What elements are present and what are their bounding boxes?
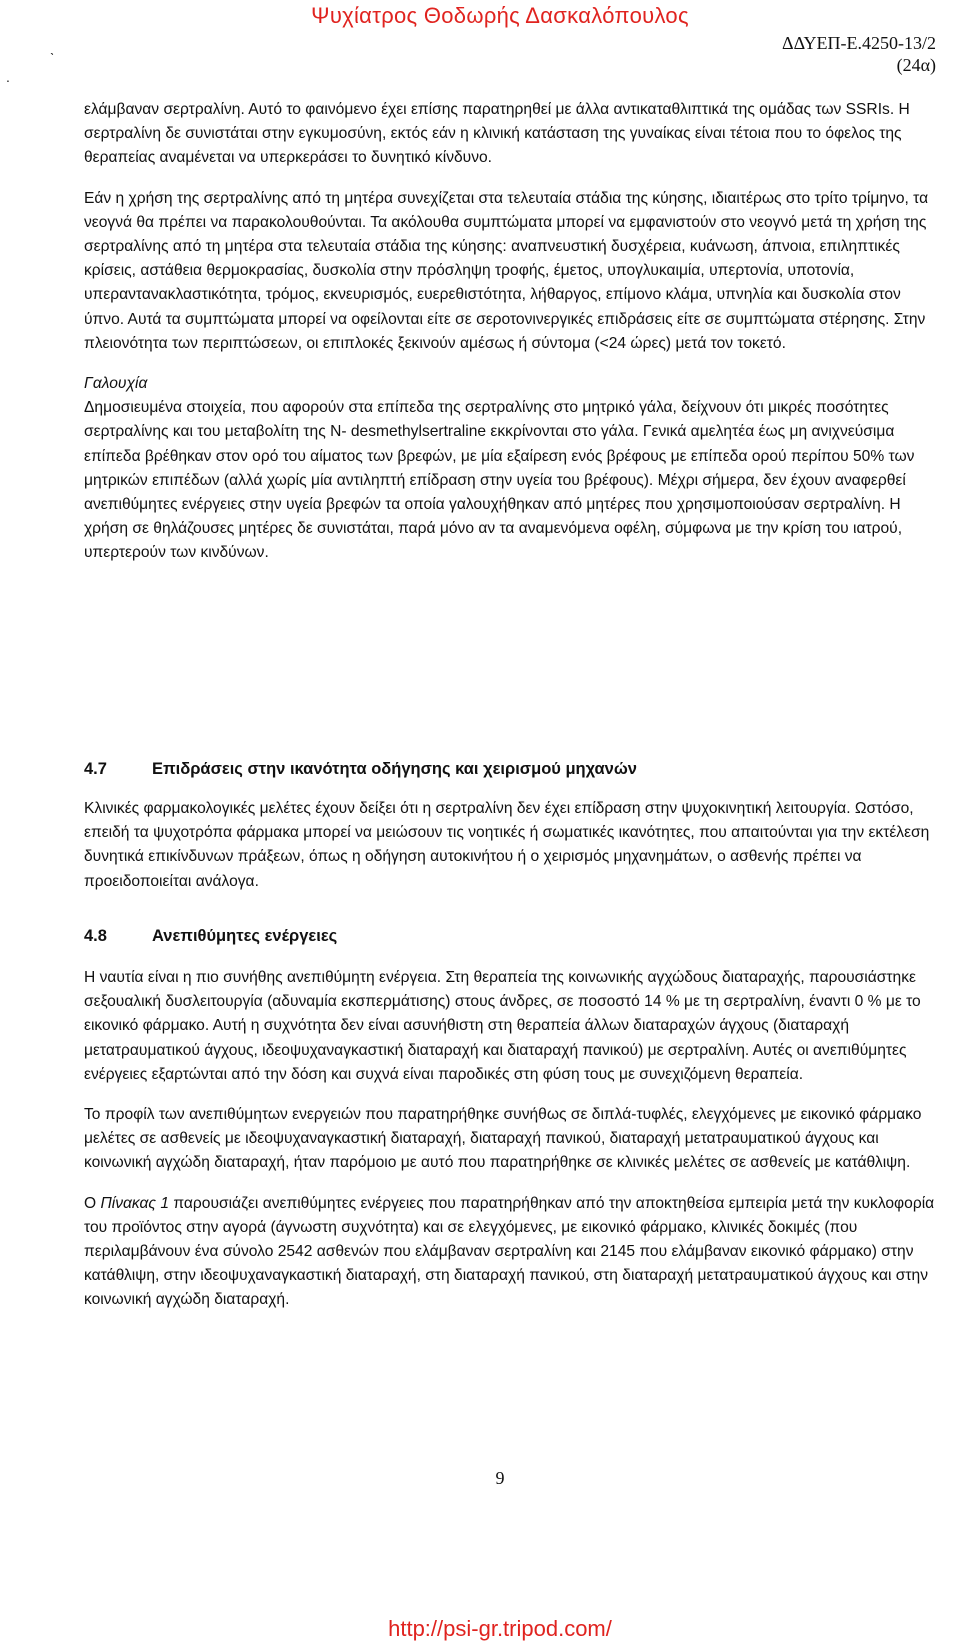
scan-dot-mark: . (6, 69, 10, 85)
paragraph-pregnancy-ssri: ελάμβαναν σερτραλίνη. Αυτό το φαινόμενο έχει επίσης παρατηρηθεί με άλλα αντικαταθλιπτικά της ομάδας των SSRIs. Η σερτραλίνη δε συνιστάται στην εγκυμοσύνη, εκτός εάν η κλινική κατάσταση της γυναίκας είναι τέτοια που το όφελος της θεραπείας αναμένεται να υπερκεράσει το δυνητικό κίνδυνο. (84, 101, 910, 167)
paragraph-profile: Το προφίλ των ανεπιθύμητων ενεργειών που παρατηρήθηκε συνήθως σε διπλά-τυφλές, ελεγχόμενες με εικονικό φάρμακο μελέτες σε ασθενείς με ιδεοψυχαναγκαστική διαταραχή, διαταραχή πανικού, διαταραχή μετατραυματικού άγχους και κοινωνική αγχώδη διαταραχή, ήταν παρόμοιο με αυτό που παρατηρήθηκε σε κλινικές μελέτες σε ασθενείς με κατάθλιψη. (84, 1106, 922, 1172)
lactation-subheading: Γαλουχία (84, 375, 148, 393)
section-4-7-text-block (84, 797, 944, 894)
document-code (782, 32, 936, 76)
paragraph-lactation: Δημοσιευμένα στοιχεία, που αφορούν στα επίπεδα της σερτραλίνης στο μητρικό γάλα, δείχνουν ότι μικρές ποσότητες σερτραλίνης και του μεταβολίτη της N- desmethylsertraline εκκρίνονται στο γάλα. Γενικά αμελητέα έως μη ανιχνεύσιμα επίπεδα βρέθηκαν στον ορό του αίματος των βρεφών, με μία εξαίρεση ενός βρέφους με επίπεδα ορού περίπου 50% των μητρικών επιπέδων (αλλά χωρίς μία αντιληπτή επίδραση στην υγεία του βρέφους). Μέχρι σήμερα, δεν έχουν αναφερθεί ανεπιθύμητες ενέργειες στην υγεία βρεφών τα οποία γαλουχήθηκαν από μητέρες που χρησιμοποιούσαν σερτραλίνη. Η χρήση σε θηλάζουσες μητέρες δε συνιστάται, παρά μόνο αν τα αναμενόμενα οφέλη, σύμφωνα με την κρίση του ιατρού, υπερτερούν των κινδύνων. (84, 399, 915, 562)
paragraph-driving: Κλινικές φαρμακολογικές μελέτες έχουν δείξει ότι η σερτραλίνη δεν έχει επίδραση στην ψυχοκινητική λειτουργία. Ωστόσο, επειδή τα ψυχοτρόπα φάρμακα μπορεί να μειώσουν τις νοητικές ή σωματικές ικανότητες, που απαιτούνται για την εκτέλεση δυνητικά επικίνδυνων πράξεων, όπως η οδήγηση αυτοκινήτου ή ο χειρισμός μηχανημάτων, ο ασθενής πρέπει να προειδοποιείται ανάλογα. (84, 800, 930, 890)
table-1-reference: Πίνακας 1 (100, 1194, 170, 1212)
document-code-main: ΔΔΥΕΠ-Ε.4250-13/2 (782, 33, 936, 53)
section-title: Ανεπιθύμητες ενέργειες (152, 927, 338, 945)
paragraph-neonatal-symptoms: Εάν η χρήση της σερτραλίνης από τη μητέρα συνεχίζεται στα τελευταία στάδια της κύησης, ιδιαιτέρως στο τρίτο τρίμηνο, τα νεογνά θα πρέπει να παρακολουθούνται. Τα ακόλουθα συμπτώματα μπορεί να εμφανιστούν στο νεογνό μετά τη χρήση της σερτραλίνης από τη μητέρα στα τελευταία στάδια της κύησης: αναπνευστική δυσχέρεια, κυάνωση, άπνοια, επιληπτικές κρίσεις, αστάθεια θερμοκρασίας, δυσκολία στην πρόσληψη τροφής, έμετος, υπογλυκαιμία, υπερτονία, υποτονία, υπεραντανακλαστικότητα, τρόμος, εκνευρισμός, ευερεθιστότητα, λήθαργος, επίμονο κλάμα, υπνηλία και δυσκολία στον ύπνο. Αυτά τα συμπτώματα μπορεί να οφείλονται είτε σε σεροτονινεργικές επιδράσεις είτε σε συμπτώματα στέρησης. Στην πλειονότητα των περιπτώσεων, οι επιπλοκές ξεκινούν αμέσως ή σύντομα (<24 ώρες) μετά τον τοκετό. (84, 189, 929, 352)
text-prefix: Ο (84, 1194, 101, 1212)
text-rest: παρουσιάζει ανεπιθύμητες ενέργειες που παρατηρήθηκαν από την αποκτηθείσα εμπειρία μετά την κυκλοφορία του προϊόντος στην αγορά (άγνωστη συχνότητα) και σε ελεγχόμενες, με εικονικό φάρμακο, κλινικές δοκιμές (που περιλαμβάνουν ένα σύνολο 2542 ασθενών που ελάμβαναν σερτραλίνη και 2145 που ελάμβαναν εικονικό φάρμακο) στην κατάθλιψη, στην ιδεοψυχαναγκαστική διαταραχή, στη διαταραχή πανικού, στη διαταραχή μετατραυματικού άγχους και στην κοινωνική αγχώδη διαταραχή. (84, 1194, 935, 1309)
footer-url: http://psi-gr.tripod.com/ (388, 1616, 612, 1641)
section-heading-4-8 (84, 927, 337, 946)
scan-tick-mark: ˎ (50, 39, 55, 55)
section-number: 4.8 (84, 927, 107, 945)
pregnancy-text-block (84, 98, 944, 566)
section-number: 4.7 (84, 760, 107, 778)
paragraph-table-1-intro (84, 1192, 944, 1313)
page-number: 9 (495, 1468, 505, 1488)
document-code-sub: (24α) (896, 55, 936, 75)
section-title: Επιδράσεις στην ικανότητα οδήγησης και χειρισμού μηχανών (152, 760, 637, 778)
paragraph-nausea: Η ναυτία είναι η πιο συνήθης ανεπιθύμητη ενέργεια. Στη θεραπεία της κοινωνικής αγχώδους διαταραχής, παρουσιάστηκε σεξουαλική δυσλειτουργία (αδυναμία εκσπερμάτισης) στους άνδρες, σε ποσοστό 14 % με τη σερτραλίνη, έναντι 0 % με το εικονικό φάρμακο. Αυτή η συχνότητα δεν είναι ασυνήθιστη στη θεραπεία άλλων διαταραχών άγχους (διαταραχή μετατραυματικού άγχους, ιδεοψυχαναγκαστική διαταραχή και διαταραχή πανικού) με σερτραλίνη. Αυτές οι ανεπιθύμητες ενέργειες εξαρτώνται από την δόση και συχνά είναι παροδικές στη φύση τους με συνεχιζόμενη θεραπεία. (84, 969, 921, 1083)
section-heading-4-7 (84, 760, 637, 779)
site-title: Ψυχίατρος Θοδωρής Δασκαλόπουλος (311, 3, 689, 28)
section-4-8-text-block (84, 966, 944, 1313)
